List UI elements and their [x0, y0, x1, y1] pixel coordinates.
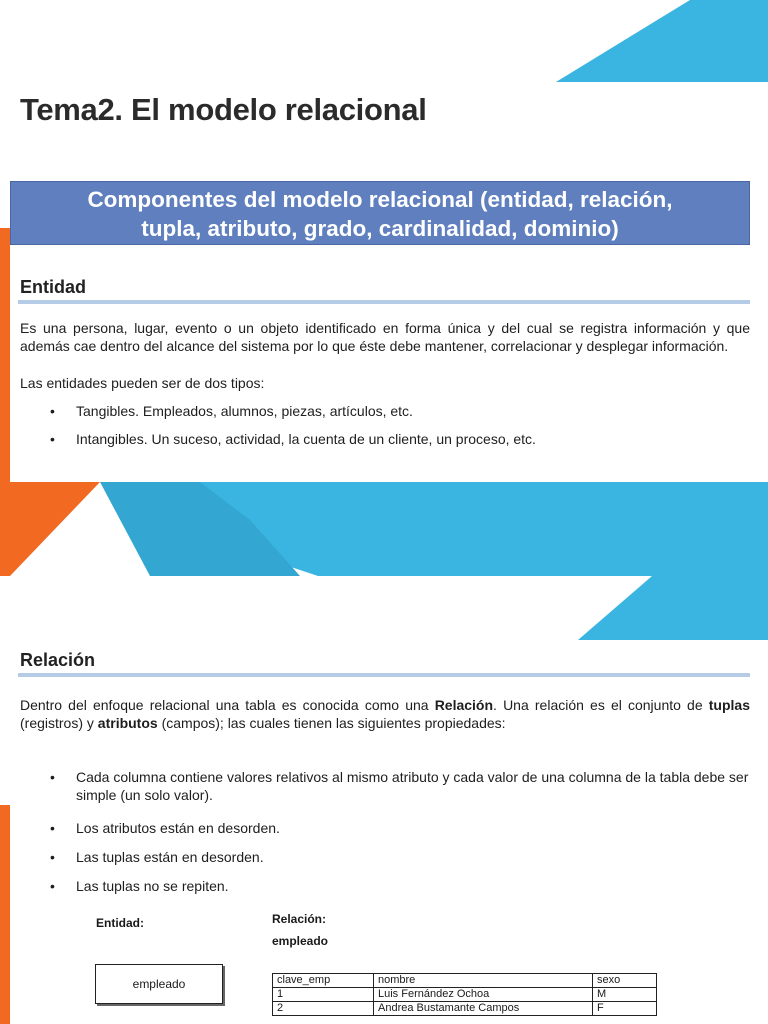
components-heading-box — [10, 181, 750, 245]
relacion-text: (registros) y — [20, 714, 98, 731]
tuplas-bold-term: tuplas — [708, 697, 750, 713]
relacion-text: Dentro del enfoque relacional una tabla es conocida como una — [20, 697, 435, 713]
header-sexo: sexo — [593, 974, 657, 988]
bullet-dot: • — [50, 403, 55, 419]
bullet-dot: • — [50, 878, 55, 894]
cell-nombre: Andrea Bustamante Campos — [374, 1002, 593, 1016]
employee-table — [272, 973, 657, 1016]
bullet-text: Cada columna contiene valores relativos al mismo atributo y cada valor de una columna de la tabla debe ser simple (un solo valor). — [76, 769, 749, 803]
slide1-content-panel — [10, 82, 768, 482]
top-right-blue-triangle — [556, 0, 768, 82]
bullet-dot: • — [50, 769, 55, 785]
relacion-bold-term: Relación — [434, 697, 494, 713]
entidad-definition: Es una persona, lugar, evento o un objeto identificado en forma única y del cual se registra información y que además cae dentro del alcance del sistema por lo que éste debe mantener, correlacionar y desplegar información. — [20, 320, 750, 354]
entidad-bullet-1 — [50, 403, 746, 421]
relacion-bullet-4 — [50, 878, 752, 896]
components-heading-line1: Componentes del modelo relacional (entidad, relación, — [87, 187, 673, 212]
relacion-text: (campos); las cuales tienen las siguientes propiedades: — [157, 714, 506, 731]
bullet-text: Tangibles. Empleados, alumnos, piezas, artículos, etc. — [76, 403, 413, 419]
header-nombre: nombre — [374, 974, 593, 988]
relacion-bullet-2 — [50, 820, 752, 838]
table-row — [273, 988, 657, 1002]
relacion-text: . Una relación es el conjunto de — [493, 697, 709, 713]
left-orange-shape-2 — [0, 805, 10, 1024]
bullet-dot: • — [50, 849, 55, 865]
entidad-section-rule — [18, 300, 750, 304]
cell-sexo: M — [593, 988, 657, 1002]
cell-clave-emp: 2 — [273, 1002, 374, 1016]
cell-sexo: F — [593, 1002, 657, 1016]
bullet-text: Intangibles. Un suceso, actividad, la cuenta de un cliente, un proceso, etc. — [76, 431, 536, 447]
cell-clave-emp: 1 — [273, 988, 374, 1002]
entity-box-label: empleado — [132, 977, 186, 991]
entity-label: Entidad: — [96, 916, 144, 930]
bullet-text: Las tuplas no se repiten. — [76, 878, 229, 894]
bullet-text: Los atributos están en desorden. — [76, 820, 280, 836]
bullet-dot: • — [50, 431, 55, 447]
relation-name: empleado — [272, 934, 329, 948]
bullet-dot: • — [50, 820, 55, 836]
header-clave-emp: clave_emp — [273, 974, 374, 988]
entity-box — [95, 964, 223, 1004]
relacion-definition — [20, 697, 750, 732]
slide-title: Tema2. El modelo relacional — [20, 92, 427, 127]
components-heading-line2: tupla, atributo, grado, cardinalidad, dominio) — [141, 216, 619, 241]
relation-label-block — [272, 908, 328, 952]
table-row — [273, 1002, 657, 1016]
top-right-blue-triangle-2 — [578, 576, 768, 640]
atributos-bold-term: atributos — [97, 714, 158, 731]
relacion-section-rule — [18, 673, 750, 677]
entidad-section-title: Entidad — [20, 277, 86, 297]
entidad-types-intro: Las entidades pueden ser de dos tipos: — [20, 375, 265, 391]
relacion-bullet-3 — [50, 849, 752, 867]
table-header-row — [273, 974, 657, 988]
relacion-bullet-1 — [50, 769, 752, 804]
bullet-text: Las tuplas están en desorden. — [76, 849, 264, 865]
cell-nombre: Luis Fernández Ochoa — [374, 988, 593, 1002]
relacion-section-title: Relación — [20, 650, 96, 670]
relation-label: Relación: — [272, 912, 327, 926]
entidad-bullet-2 — [50, 431, 746, 449]
